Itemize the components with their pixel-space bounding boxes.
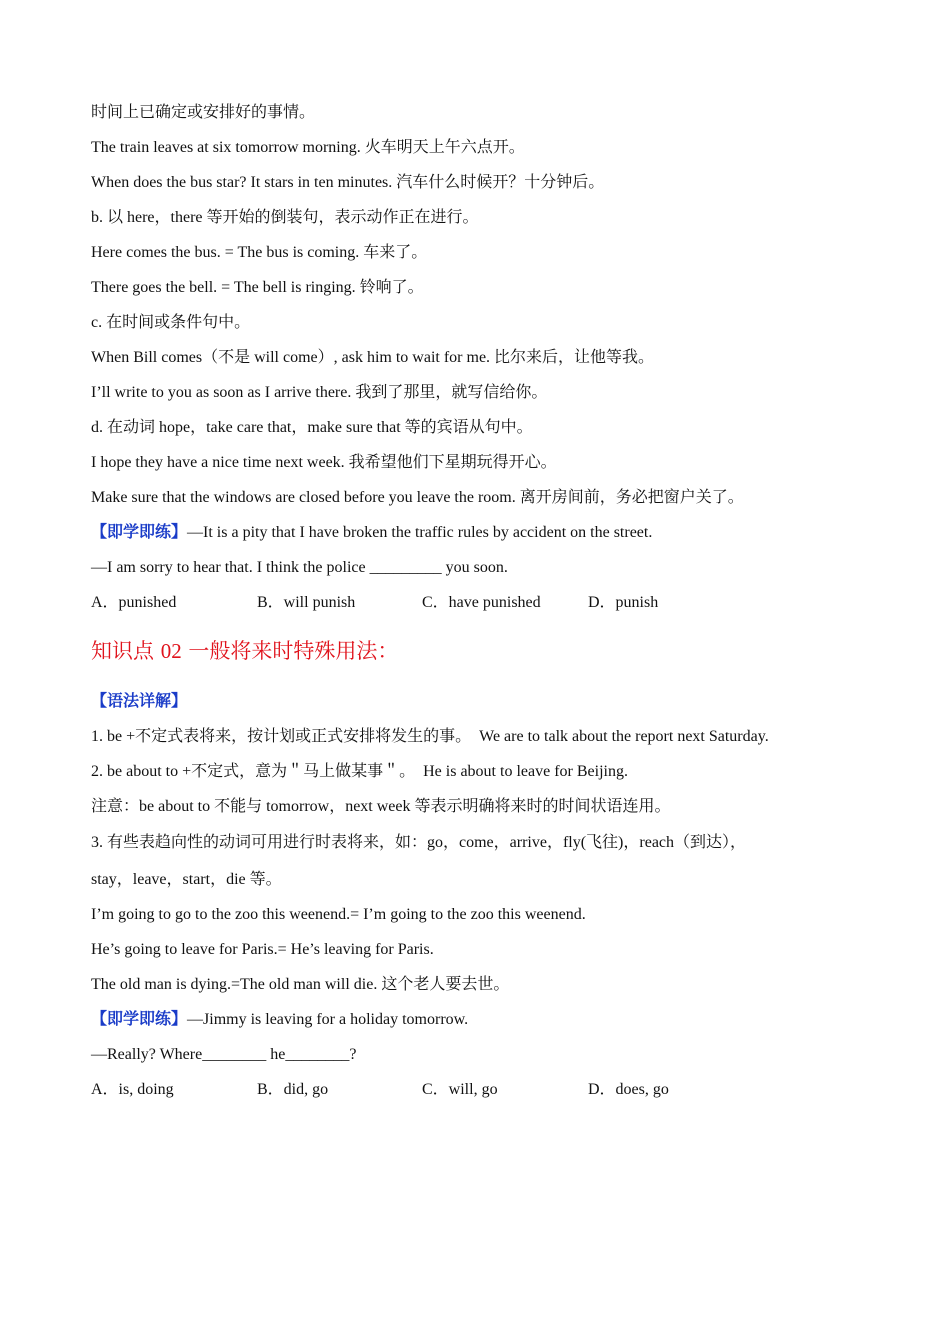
- text-line: There goes the bell. = The bell is ringing. 铃响了。: [91, 279, 424, 296]
- text-line: 时间上已确定或安排好的事情。: [91, 104, 316, 121]
- option-b[interactable]: B．will punish: [257, 594, 356, 611]
- practice-answer-line: —I am sorry to hear that. I think the police _________ you soon.: [91, 559, 508, 576]
- practice-question: [91, 523, 652, 543]
- option-a[interactable]: A．punished: [91, 594, 177, 611]
- text-line: b. 以 here，there 等开始的倒装句，表示动作正在进行。: [91, 209, 479, 226]
- text-line: Make sure that the windows are closed before you leave the room. 离开房间前，务必把窗户关了。: [91, 489, 744, 506]
- question-text: —It is a pity that I have broken the traffic rules by accident on the street.: [187, 524, 653, 541]
- heading-prefix: 知识点: [91, 639, 154, 663]
- heading-title: 一般将来时特殊用法：: [188, 639, 399, 663]
- text-line: I hope they have a nice time next week. 我希望他们下星期玩得开心。: [91, 454, 557, 471]
- text-line: 2. be about to +不定式，意为＂马上做某事＂。 He is about to leave for Beijing.: [91, 763, 628, 780]
- text-line: 1. be +不定式表将来，按计划或正式安排将发生的事。 We are to talk about the report next Saturday.: [91, 728, 769, 745]
- question-text: —Jimmy is leaving for a holiday tomorrow.: [187, 1011, 469, 1028]
- text-line: d. 在动词 hope，take care that，make sure that 等的宾语从句中。: [91, 419, 533, 436]
- text-line: I’m going to go to the zoo this weenend.= I’m going to the zoo this weenend.: [91, 906, 586, 923]
- text-line: When Bill comes（不是 will come）, ask him to wait for me. 比尔来后，让他等我。: [91, 349, 655, 366]
- option-c[interactable]: C．have punished: [422, 594, 541, 611]
- option-d[interactable]: D．punish: [588, 594, 659, 611]
- text-line: When does the bus star? It stars in ten minutes. 汽车什么时候开？十分钟后。: [91, 174, 605, 191]
- option-d[interactable]: D．does, go: [588, 1081, 669, 1098]
- option-b[interactable]: B．did, go: [257, 1081, 329, 1098]
- text-line: stay，leave，start，die 等。: [91, 871, 282, 888]
- text-line: c. 在时间或条件句中。: [91, 314, 251, 331]
- option-c[interactable]: C．will, go: [422, 1081, 498, 1098]
- section-heading: [91, 637, 398, 665]
- text-line: 注意：be about to 不能与 tomorrow，next week 等表示明确将来时的时间状语连用。: [91, 798, 671, 815]
- grammar-label: 【语法详解】: [91, 693, 188, 710]
- text-line: The train leaves at six tomorrow morning. 火车明天上午六点开。: [91, 139, 525, 156]
- text-line: I’ll write to you as soon as I arrive there. 我到了那里，就写信给你。: [91, 384, 548, 401]
- practice-label: 【即学即练】: [91, 524, 188, 541]
- text-line: Here comes the bus. = The bus is coming. 车来了。: [91, 244, 428, 261]
- option-a[interactable]: A．is, doing: [91, 1081, 174, 1098]
- text-line: He’s going to leave for Paris.= He’s leaving for Paris.: [91, 941, 434, 958]
- heading-number: 02: [160, 639, 182, 663]
- text-line: The old man is dying.=The old man will die. 这个老人要去世。: [91, 976, 510, 993]
- text-line: 3. 有些表趋向性的动词可用进行时表将来，如：go，come，arrive，fly(飞往)，reach（到达），: [91, 834, 747, 851]
- practice-label: 【即学即练】: [91, 1011, 188, 1028]
- practice-answer-line: —Really? Where________ he________?: [91, 1046, 357, 1063]
- practice-question: [91, 1010, 468, 1030]
